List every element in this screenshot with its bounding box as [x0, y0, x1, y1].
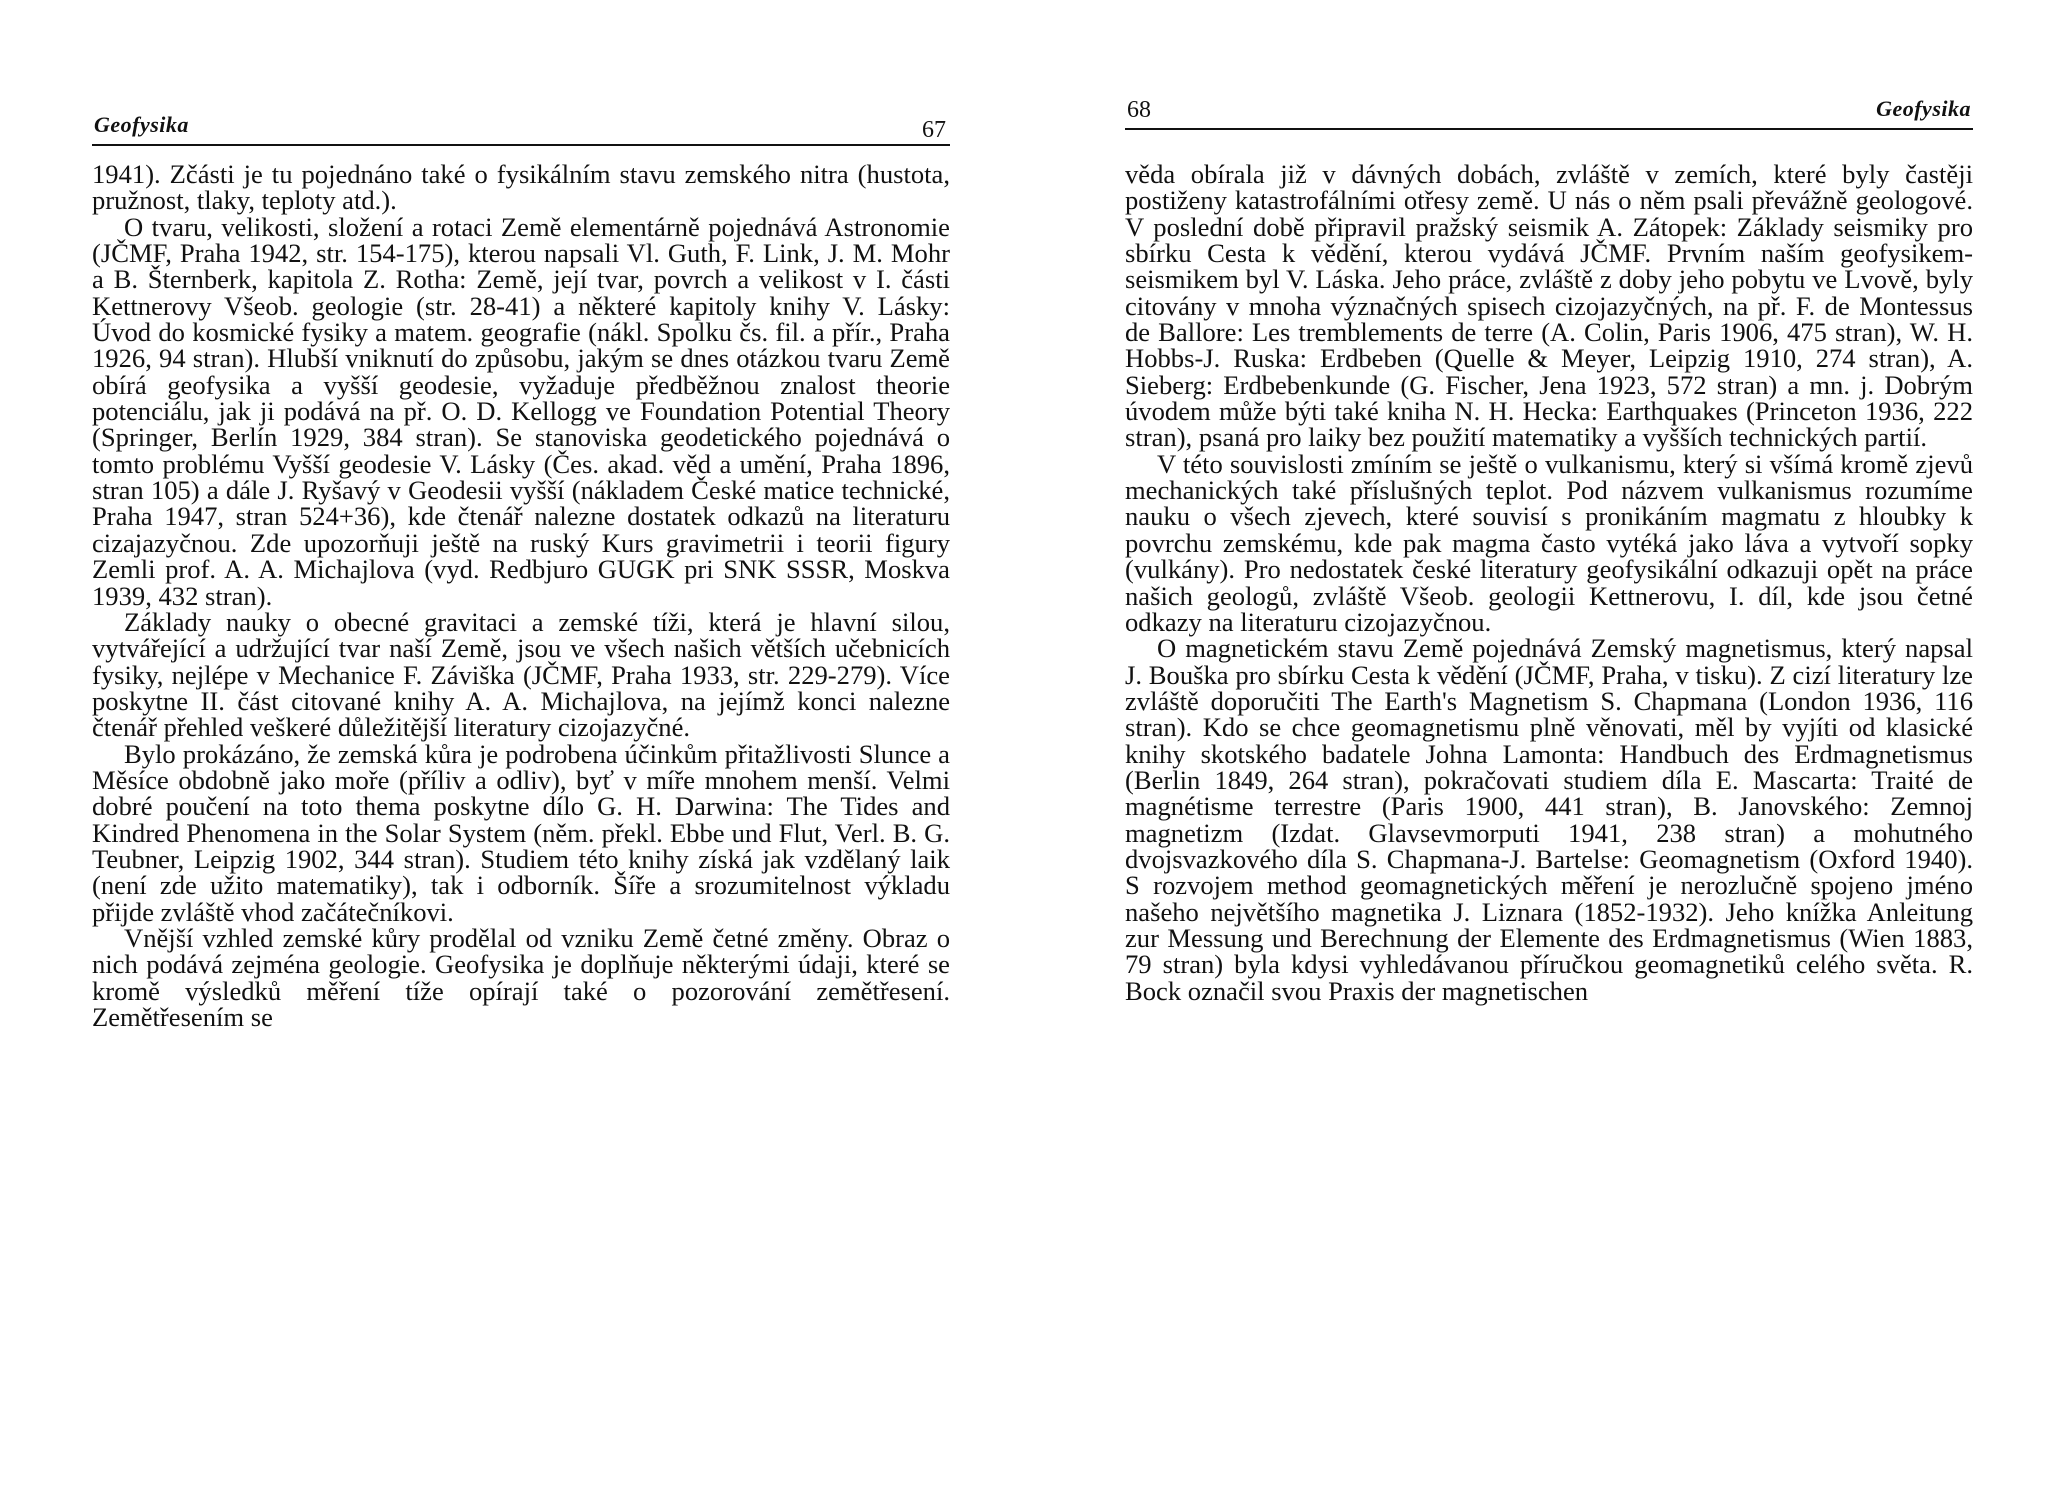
body-text	[92, 161, 950, 1030]
running-title: Geofysika	[1876, 96, 1971, 121]
paragraph: O tvaru, velikosti, složení a rotaci Země elementárně pojednává Astronomie (JČMF, Praha 1942, str. 154-175), kterou napsali Vl. Guth, F. Link, J. M. Mohr a B. Šternberk, kapitola Z. Rotha: Země, její tvar, povrch a velikost v I. části Kettnerovy Všeob. geologie (str. 28-41) a některé kapitoly knihy V. Lásky: Úvod do kosmické fysiky a matem. geografie (nákl. Spolku čs. fil. a přír., Praha 1926, 94 stran). Hlubší vniknutí do způsobu, jakým se dnes otázkou tvaru Země obírá geofysika a vyšší geodesie, vyžaduje předběžnou znalost theorie potenciálu, jak ji podává na př. O. D. Kellogg ve Foundation Potential Theory (Springer, Berlín 1929, 384 stran). Se stanoviska geodetického pojednává o tomto problému Vyšší geodesie V. Lásky (Čes. akad. věd a umění, Praha 1896, stran 105) a dále J. Ryšavý v Geodesii vyšší (nákladem České matice technické, Praha 1947, stran 524+36), kde čtenář nalezne dostatek odkazů na literaturu cizajazyčnou. Zde upozorňuji ještě na ruský Kurs gravimetrii i teorii figury Zemli prof. A. A. Michajlova (vyd. Redbjuro GUGK pri SNK SSSR, Moskva 1939, 432 stran).	[92, 211, 950, 611]
paragraph: V této souvislosti zmíním se ještě o vulkanismu, který si všímá kromě zjevů mechanických také příslušných teplot. Pod názvem vulkanismus rozumíme nauku o všech zjevech, které souvisí s pronikáním magmatu z hloubky k povrchu zemskému, kde pak magma často vytéká jako láva a vytvoří sopky (vulkány). Pro nedostatek české literatury geofysikální odkazuji opět na práce našich geologů, zvláště Všeob. geologii Kettnerovu, I. díl, kde jsou četné odkazy na literaturu cizojazyčnou.	[1125, 448, 1973, 637]
body-text	[1125, 161, 1973, 1004]
paragraph: věda obírala již v dávných dobách, zvláště v zemích, které byly častěji postiženy katastrofálními otřesy země. U nás o něm psali převážně geologové. V poslední době připravil pražský seismik A. Zátopek: Základy seismiky pro sbírku Cesta k vědění, kterou vydává JČMF. Prvním naším geofysikem-seismikem byl V. Láska. Jeho práce, zvláště z doby jeho pobytu ve Lvově, byly citovány v mnoha význačných spisech cizojazyčných, na př. F. de Montessus de Ballore: Les tremblements de terre (A. Colin, Paris 1906, 475 stran), W. H. Hobbs-J. Ruska: Erdbeben (Quelle & Meyer, Leipzig 1910, 274 stran), A. Sieberg: Erdbebenkunde (G. Fischer, Jena 1923, 572 stran) a mn. j. Dobrým úvodem může býti také kniha N. H. Hecka: Earthquakes (Princeton 1936, 222 stran), psaná pro laiky bez použití matematiky a vyšších technických partií.	[1125, 159, 1973, 453]
paragraph: Vnější vzhled zemské kůry prodělal od vzniku Země četné změny. Obraz o nich podává zejména geologie. Geofysika je doplňuje některými údaji, které se kromě výsledků měření tíže opírají také o pozorování zemětřesení. Zemětřesením se	[92, 922, 950, 1032]
running-head	[92, 110, 950, 146]
paragraph: 1941). Zčásti je tu pojednáno také o fysikálním stavu zemského nitra (hustota, pružnost, tlaky, teploty atd.).	[92, 159, 950, 216]
running-title: Geofysika	[94, 112, 189, 137]
running-head	[1125, 94, 1973, 130]
page-number: 67	[922, 117, 946, 143]
paragraph: Bylo prokázáno, že zemská kůra je podrobena účinkům přitažlivosti Slunce a Měsíce obdobně jako moře (příliv a odliv), byť v míře mnohem menší. Velmi dobré poučení na toto thema poskytne dílo G. H. Darwina: The Tides and Kindred Phenomena in the Solar System (něm. překl. Ebbe und Flut, Verl. B. G. Teubner, Leipzig 1902, 344 stran). Studiem této knihy získá jak vzdělaný laik (není zde užito matematiky), tak i odborník. Šíře a srozumitelnost výkladu přijde zvláště vhod začátečníkovi.	[92, 738, 950, 927]
paragraph: O magnetickém stavu Země pojednává Zemský magnetismus, který napsal J. Bouška pro sbírku Cesta k vědění (JČMF, Praha, v tisku). Z cizí literatury lze zvláště doporučiti The Earth's Magnetism S. Chapmana (London 1936, 116 stran). Kdo se chce geomagnetismu plně věnovati, měl by vyjíti od klasické knihy skotského badatele Johna Lamonta: Handbuch des Erdmagnetismus (Berlin 1849, 264 stran), pokračovati studiem díla E. Mascarta: Traité de magnétisme terrestre (Paris 1900, 441 stran), B. Janovského: Zemnoj magnetizm (Izdat. Glavsevmorputi 1941, 238 stran) a mohutného dvojsvazkového díla S. Chapmana-J. Bartelse: Geomagnetism (Oxford 1940). S rozvojem method geomagnetických měření je nerozlučně spojeno jméno našeho největšího magnetika J. Liznara (1852-1932). Jeho knížka Anleitung zur Messung und Berechnung der Elemente des Erdmagnetismus (Wien 1883, 79 stran) byla kdysi vyhledávanou příručkou geomagnetiků celého světa. R. Bock označil svou Praxis der magnetischen	[1125, 633, 1973, 1006]
paragraph: Základy nauky o obecné gravitaci a zemské tíži, která je hlavní silou, vytvářející a udržující tvar naší Země, jsou ve všech našich větších učebnicích fysiky, nejlépe v Mechanice F. Záviška (JČMF, Praha 1933, str. 229-279). Více poskytne II. část citované knihy A. A. Michajlova, na jejímž konci nalezne čtenář přehled veškeré důležitější literatury cizojazyčné.	[92, 606, 950, 743]
page-number: 68	[1127, 97, 1151, 123]
